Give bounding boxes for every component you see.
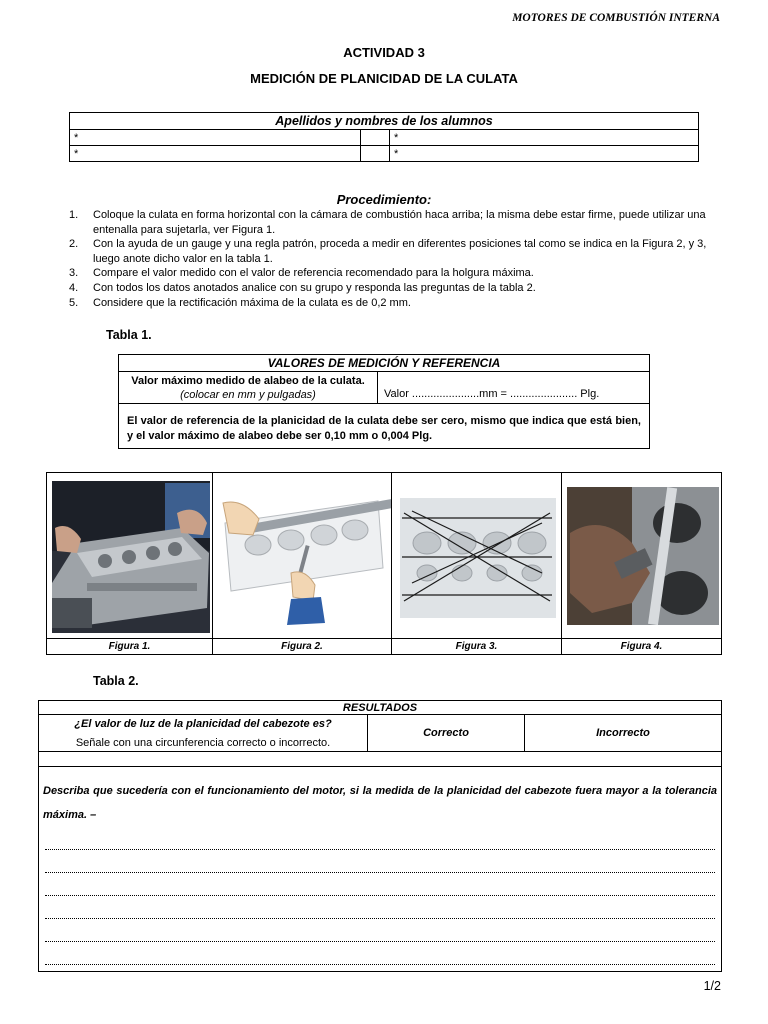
results-table: [38, 700, 722, 972]
spacer-row: [39, 752, 722, 767]
step-number: 5.: [69, 296, 79, 309]
student-cell[interactable]: *: [70, 130, 361, 146]
procedure-step: [69, 237, 729, 266]
procedure-step: [69, 296, 729, 311]
figures-strip: [46, 472, 722, 655]
table2-header: RESULTADOS: [39, 701, 722, 715]
figure-2: [213, 473, 392, 654]
step-text: Con todos los datos anotados analice con su grupo y responda las preguntas de la tabla 2.: [93, 281, 536, 294]
measured-value-hint: (colocar en mm y pulgadas): [180, 388, 316, 401]
measured-value-title: Valor máximo medido de alabeo de la culata.: [131, 374, 365, 387]
description-prompt: Describa que sucedería con el funcionamiento del motor, si la medida de la planicidad del cabezote fuera mayor a la tolerancia máxima. –: [43, 785, 717, 821]
measured-value-field[interactable]: Valor ......................mm = ...................... Plg.: [378, 372, 650, 404]
step-number: 1.: [69, 209, 79, 221]
step-text: Coloque la culata en forma horizontal con la cámara de combustión haca arriba; la misma debe estar firme, puede utilizar una entenalla para sujetarla, ver Figura 1.: [93, 209, 706, 236]
answer-line[interactable]: [45, 919, 715, 942]
instruction-text: Señale con una circunferencia correcto o incorrecto.: [75, 736, 331, 749]
table2-label: Tabla 2.: [93, 674, 139, 688]
table1-header: VALORES DE MEDICIÓN Y REFERENCIA: [119, 355, 650, 372]
procedure-step: [69, 208, 729, 237]
question-cell: [39, 715, 368, 752]
student-cell[interactable]: *: [390, 130, 699, 146]
answer-line[interactable]: [45, 896, 715, 919]
figure-caption: Figura 2.: [213, 638, 391, 654]
figure-1: [47, 473, 213, 654]
measured-value-label: [119, 372, 378, 404]
student-cell[interactable]: *: [390, 146, 699, 162]
step-text: Compare el valor medido con el valor de referencia recomendado para la holgura máxima.: [93, 267, 534, 280]
option-correct[interactable]: Correcto: [368, 715, 525, 752]
step-text: Considere que la rectificación máxima de la culata es de 0,2 mm.: [93, 296, 411, 309]
spacer-cell: [361, 146, 390, 162]
figure-caption: Figura 3.: [392, 638, 561, 654]
engine-cylinder-head-photo-icon: [47, 473, 212, 639]
figure-caption: Figura 4.: [562, 638, 721, 654]
straightedge-measurement-drawing-icon: [213, 473, 391, 639]
answer-line[interactable]: [45, 850, 715, 873]
answer-line[interactable]: [45, 827, 715, 850]
students-table-header: Apellidos y nombres de los alumnos: [70, 113, 699, 130]
table1-label: Tabla 1.: [106, 328, 152, 342]
description-cell: [39, 767, 722, 972]
procedure-list: [69, 208, 729, 310]
figure-3: [392, 473, 562, 654]
student-cell[interactable]: *: [70, 146, 361, 162]
step-number: 2.: [69, 238, 79, 251]
figure-4: [562, 473, 721, 654]
procedure-step: [69, 281, 729, 296]
option-incorrect[interactable]: Incorrecto: [525, 715, 722, 752]
measurement-table: [118, 354, 650, 449]
step-number: 3.: [69, 267, 79, 280]
answer-line[interactable]: [45, 873, 715, 896]
procedure-step: [69, 266, 729, 281]
course-header: MOTORES DE COMBUSTIÓN INTERNA: [512, 12, 720, 24]
activity-title: ACTIVIDAD 3: [343, 45, 425, 60]
question-text: ¿El valor de luz de la planicidad del cabezote es?: [74, 717, 332, 730]
figure-caption: Figura 1.: [47, 638, 212, 654]
measurement-positions-drawing-icon: [392, 473, 561, 639]
step-number: 4.: [69, 281, 79, 294]
step-text: Con la ayuda de un gauge y una regla patrón, proceda a medir en diferentes posiciones tal como se indica en la Figura 2, y 3, luego anote dicho valor en la tabla 1.: [93, 238, 707, 265]
reference-note: El valor de referencia de la planicidad de la culata debe ser cero, mismo que indica que está bien, y el valor máximo de alabeo debe ser 0,10 mm o 0,004 Plg.: [119, 404, 650, 449]
answer-line[interactable]: [45, 942, 715, 965]
students-table: [69, 112, 699, 162]
feeler-gauge-photo-icon: [562, 473, 721, 639]
subject-title: MEDICIÓN DE PLANICIDAD DE LA CULATA: [250, 71, 518, 86]
page-number: 1/2: [703, 979, 721, 993]
spacer-cell: [361, 130, 390, 146]
procedure-title: Procedimiento:: [336, 192, 432, 207]
